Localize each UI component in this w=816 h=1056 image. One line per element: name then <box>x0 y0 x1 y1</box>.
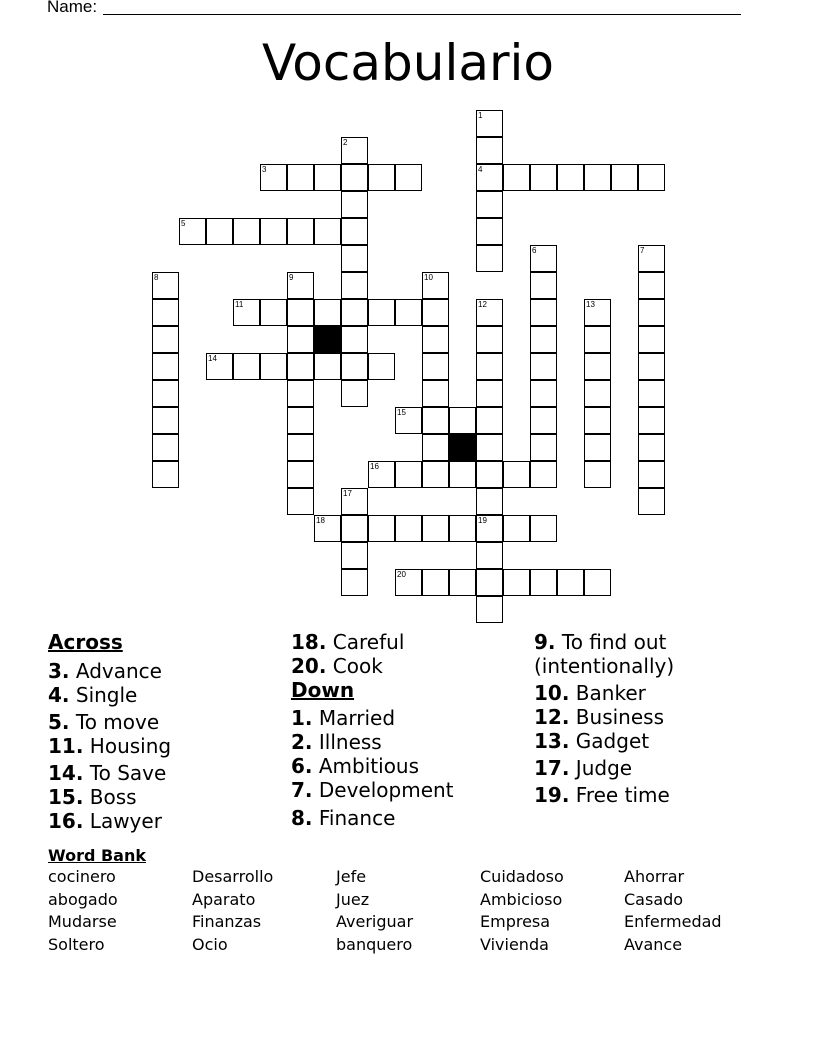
down-clues-col3 <box>534 630 674 807</box>
word-bank-item: Enfermedad <box>624 912 722 932</box>
word-bank-item: Finanzas <box>192 912 262 932</box>
grid-cell[interactable] <box>530 164 557 191</box>
word-bank <box>48 867 768 957</box>
grid-cell[interactable] <box>638 461 665 488</box>
grid-cell[interactable] <box>314 353 341 380</box>
across-clues-col1 <box>48 630 171 833</box>
clue-number: 4 <box>478 165 483 174</box>
grid-cell[interactable] <box>530 434 557 461</box>
word-bank-item: banquero <box>336 934 413 954</box>
clue-number: 2 <box>343 138 348 147</box>
grid-cell[interactable] <box>395 299 422 326</box>
grid-cell[interactable] <box>368 164 395 191</box>
grid-cell[interactable] <box>341 542 368 569</box>
clue-down-9: 9. To find out <box>534 630 667 654</box>
grid-cell[interactable] <box>341 353 368 380</box>
grid-cell[interactable] <box>179 218 206 245</box>
clue-down-17: 17. Judge <box>534 756 633 780</box>
clue-across-18: 18. Careful <box>291 630 405 654</box>
word-bank-item: cocinero <box>48 867 116 886</box>
grid-cell[interactable] <box>449 569 476 596</box>
clue-number: 10 <box>424 273 433 282</box>
grid-cell[interactable] <box>449 515 476 542</box>
clue-number: 8 <box>154 273 159 282</box>
grid-cell[interactable] <box>584 434 611 461</box>
grid-cell[interactable] <box>503 164 530 191</box>
clue-across-20: 20. Cook <box>291 654 383 678</box>
grid-cell[interactable] <box>530 353 557 380</box>
word-bank-title: Word Bank <box>48 846 147 865</box>
clue-down-12: 12. Business <box>534 705 664 729</box>
grid-cell[interactable] <box>422 407 449 434</box>
clue-number: 9 <box>289 273 294 282</box>
clue-down-6: 6. Ambitious <box>291 754 420 778</box>
word-bank-item: Soltero <box>48 934 105 954</box>
grid-cell[interactable] <box>314 218 341 245</box>
grid-cell[interactable] <box>341 380 368 407</box>
grid-cell[interactable] <box>476 299 503 326</box>
grid-cell[interactable] <box>152 299 179 326</box>
grid-cell[interactable] <box>314 299 341 326</box>
grid-cell[interactable] <box>584 353 611 380</box>
grid-cell[interactable] <box>152 434 179 461</box>
clue-number: 1 <box>478 111 483 120</box>
across-heading: Across <box>48 630 123 654</box>
name-label: Name: <box>47 0 98 16</box>
grid-cell[interactable] <box>422 380 449 407</box>
grid-cell[interactable] <box>287 164 314 191</box>
grid-cell[interactable] <box>233 353 260 380</box>
word-bank-item: Ocio <box>192 934 228 954</box>
grid-cell[interactable] <box>530 272 557 299</box>
grid-cell[interactable] <box>638 326 665 353</box>
grid-cell[interactable] <box>422 272 449 299</box>
grid-cell[interactable] <box>287 218 314 245</box>
grid-cell[interactable] <box>368 461 395 488</box>
clue-number: 11 <box>235 300 244 309</box>
grid-cell[interactable] <box>233 218 260 245</box>
clue-number: 16 <box>370 462 379 471</box>
grid-cell[interactable] <box>476 596 503 623</box>
grid-cell[interactable] <box>530 461 557 488</box>
grid-cell[interactable] <box>422 326 449 353</box>
grid-cell[interactable] <box>476 515 503 542</box>
grid-cell[interactable] <box>584 326 611 353</box>
grid-cell[interactable] <box>368 353 395 380</box>
grid-cell[interactable] <box>287 407 314 434</box>
grid-cell[interactable] <box>368 299 395 326</box>
grid-cell[interactable] <box>503 569 530 596</box>
grid-cell[interactable] <box>476 137 503 164</box>
grid-cell[interactable] <box>638 245 665 272</box>
clues-col2 <box>291 630 454 830</box>
clue-number: 6 <box>532 246 537 255</box>
grid-cell[interactable] <box>422 569 449 596</box>
word-bank-item: Mudarse <box>48 912 117 932</box>
clue-number: 13 <box>586 300 595 309</box>
grid-cell[interactable] <box>422 515 449 542</box>
grid-cell[interactable] <box>476 110 503 137</box>
grid-cell[interactable] <box>260 218 287 245</box>
grid-cell[interactable] <box>314 164 341 191</box>
clue-down-10: 10. Banker <box>534 681 646 705</box>
grid-cell[interactable] <box>152 353 179 380</box>
grid-cell[interactable] <box>638 353 665 380</box>
grid-cell[interactable] <box>638 272 665 299</box>
grid-cell[interactable] <box>449 461 476 488</box>
clue-number: 15 <box>397 408 406 417</box>
clue-number: 7 <box>640 246 645 255</box>
grid-cell[interactable] <box>395 164 422 191</box>
grid-cell[interactable] <box>638 434 665 461</box>
grid-cell[interactable] <box>476 164 503 191</box>
clue-down-2: 2. Illness <box>291 730 382 754</box>
clue-down-9-cont: (intentionally) <box>534 654 675 678</box>
clue-across-11: 11. Housing <box>48 734 172 758</box>
grid-cell[interactable] <box>287 380 314 407</box>
grid-cell[interactable] <box>476 245 503 272</box>
grid-cell[interactable] <box>341 326 368 353</box>
grid-cell[interactable] <box>476 353 503 380</box>
word-bank-item: Aparato <box>192 889 256 909</box>
grid-cell[interactable] <box>638 407 665 434</box>
grid-cell[interactable] <box>557 164 584 191</box>
black-square <box>449 434 476 461</box>
grid-cell[interactable] <box>530 380 557 407</box>
grid-cell[interactable] <box>476 542 503 569</box>
grid-cell[interactable] <box>314 515 341 542</box>
down-heading: Down <box>291 678 355 702</box>
grid-cell[interactable] <box>152 326 179 353</box>
clue-number: 3 <box>262 165 267 174</box>
word-bank-item: Ahorrar <box>624 867 685 886</box>
grid-cell[interactable] <box>341 515 368 542</box>
clue-down-19: 19. Free time <box>534 783 670 807</box>
clue-number: 5 <box>181 219 186 228</box>
grid-cell[interactable] <box>341 218 368 245</box>
grid-cell[interactable] <box>287 461 314 488</box>
grid-cell[interactable] <box>503 515 530 542</box>
grid-cell[interactable] <box>584 569 611 596</box>
word-bank-item: Desarrollo <box>192 867 274 886</box>
grid-cell[interactable] <box>395 515 422 542</box>
grid-cell[interactable] <box>422 353 449 380</box>
grid-cell[interactable] <box>206 353 233 380</box>
grid-cell[interactable] <box>152 380 179 407</box>
clue-number: 19 <box>478 516 487 525</box>
word-bank-item: Vivienda <box>480 934 549 954</box>
grid-cell[interactable] <box>341 488 368 515</box>
grid-cell[interactable] <box>584 164 611 191</box>
grid-cell[interactable] <box>287 353 314 380</box>
grid-cell[interactable] <box>287 326 314 353</box>
word-bank-item: Ambicioso <box>480 889 563 909</box>
clue-across-4: 4. Single <box>48 683 138 707</box>
word-bank-item: Cuidadoso <box>480 867 564 886</box>
clue-across-3: 3. Advance <box>48 659 162 683</box>
grid-cell[interactable] <box>638 380 665 407</box>
grid-cell[interactable] <box>476 326 503 353</box>
grid-cell[interactable] <box>152 461 179 488</box>
grid-cell[interactable] <box>287 299 314 326</box>
grid-cell[interactable] <box>422 461 449 488</box>
grid-cell[interactable] <box>476 218 503 245</box>
word-bank-item: Empresa <box>480 912 551 932</box>
grid-cell[interactable] <box>530 245 557 272</box>
black-square <box>314 326 341 353</box>
grid-cell[interactable] <box>638 164 665 191</box>
grid-cell[interactable] <box>476 407 503 434</box>
grid-cell[interactable] <box>584 299 611 326</box>
clue-down-7: 7. Development <box>291 778 454 802</box>
clue-number: 12 <box>478 300 487 309</box>
grid-cell[interactable] <box>530 326 557 353</box>
grid-cell[interactable] <box>395 461 422 488</box>
grid-cell[interactable] <box>152 272 179 299</box>
clue-number: 14 <box>208 354 217 363</box>
grid-cell[interactable] <box>341 164 368 191</box>
grid-cell[interactable] <box>422 299 449 326</box>
word-bank-item: Casado <box>624 889 684 909</box>
grid-cell[interactable] <box>476 380 503 407</box>
word-bank-item: Avance <box>624 934 683 954</box>
word-bank-item: abogado <box>48 889 118 909</box>
grid-cell[interactable] <box>260 353 287 380</box>
grid-cell[interactable] <box>287 272 314 299</box>
grid-cell[interactable] <box>287 434 314 461</box>
grid-cell[interactable] <box>341 569 368 596</box>
grid-cell[interactable] <box>530 569 557 596</box>
grid-cell[interactable] <box>260 164 287 191</box>
grid-cell[interactable] <box>287 488 314 515</box>
clue-across-5: 5. To move <box>48 710 160 734</box>
clue-down-13: 13. Gadget <box>534 729 650 753</box>
grid-cell[interactable] <box>206 218 233 245</box>
grid-cell[interactable] <box>341 299 368 326</box>
clue-down-8: 8. Finance <box>291 806 396 830</box>
grid-cell[interactable] <box>260 299 287 326</box>
grid-cell[interactable] <box>476 569 503 596</box>
word-bank-item: Jefe <box>336 867 367 886</box>
grid-cell[interactable] <box>341 137 368 164</box>
grid-cell[interactable] <box>476 488 503 515</box>
clue-number: 18 <box>316 516 325 525</box>
grid-cell[interactable] <box>530 299 557 326</box>
grid-cell[interactable] <box>476 461 503 488</box>
grid-cell[interactable] <box>395 407 422 434</box>
grid-cell[interactable] <box>422 434 449 461</box>
grid-cell[interactable] <box>584 407 611 434</box>
clue-across-14: 14. To Save <box>48 761 167 785</box>
word-bank-item: Juez <box>336 889 370 909</box>
grid-cell[interactable] <box>584 380 611 407</box>
grid-cell[interactable] <box>395 569 422 596</box>
grid-cell[interactable] <box>152 407 179 434</box>
clue-number: 17 <box>343 489 352 498</box>
grid-cell[interactable] <box>638 299 665 326</box>
grid-cell[interactable] <box>341 245 368 272</box>
grid-cell[interactable] <box>557 569 584 596</box>
grid-cell[interactable] <box>638 488 665 515</box>
grid-cell[interactable] <box>584 461 611 488</box>
grid-cell[interactable] <box>476 191 503 218</box>
grid-cell[interactable] <box>233 299 260 326</box>
grid-cell[interactable] <box>368 515 395 542</box>
clue-down-1: 1. Married <box>291 706 396 730</box>
grid-cell[interactable] <box>530 515 557 542</box>
word-bank-item: Averiguar <box>336 912 414 932</box>
grid-cell[interactable] <box>449 407 476 434</box>
clue-number: 20 <box>397 570 406 579</box>
grid-cell[interactable] <box>611 164 638 191</box>
grid-cell[interactable] <box>503 461 530 488</box>
grid-cell[interactable] <box>341 191 368 218</box>
grid-cell[interactable] <box>476 434 503 461</box>
grid-cell[interactable] <box>341 272 368 299</box>
grid-cell[interactable] <box>530 407 557 434</box>
clue-across-16: 16. Lawyer <box>48 809 162 833</box>
page-title: Vocabulario <box>261 34 555 92</box>
clue-across-15: 15. Boss <box>48 785 137 809</box>
